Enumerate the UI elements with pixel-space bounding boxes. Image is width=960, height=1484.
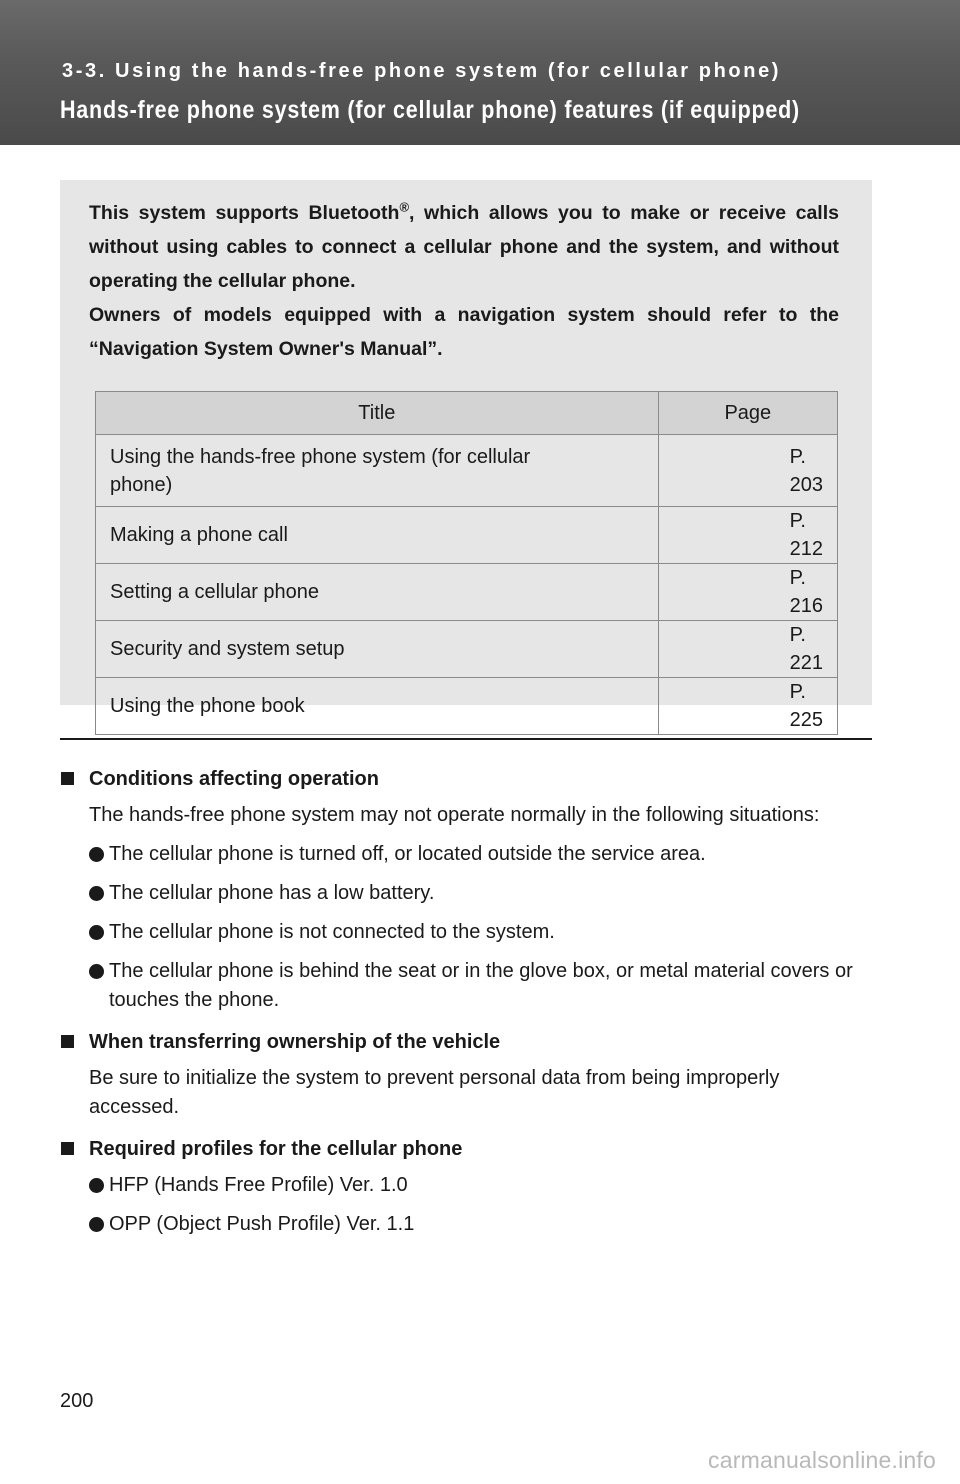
row-title: Using the hands-free phone system (for cellular phone) xyxy=(96,435,659,507)
page-title: Hands-free phone system (for cellular phone) features (if equipped) xyxy=(60,96,800,124)
circle-bullet-icon xyxy=(89,1217,104,1232)
row-title: Making a phone call xyxy=(96,507,659,564)
list-item: The cellular phone is behind the seat or in the glove box, or metal material covers or touches the phone. xyxy=(60,957,872,1015)
circle-bullet-icon xyxy=(89,925,104,940)
notes-section xyxy=(60,762,872,1249)
table-row xyxy=(96,507,838,564)
table-row xyxy=(96,435,838,507)
intro-paragraph-2: Owners of models equipped with a navigation system should refer to the “Navigation System Owner's Manual”. xyxy=(89,304,839,360)
section-label: 3-3. Using the hands-free phone system (for cellular phone) xyxy=(62,60,782,82)
watermark: carmanualsonline.info xyxy=(708,1447,936,1473)
registered-mark: ® xyxy=(399,199,410,215)
subheading-ownership: When transferring ownership of the vehicle xyxy=(60,1025,872,1059)
list-item: HFP (Hands Free Profile) Ver. 1.0 xyxy=(60,1171,872,1200)
table-header-title: Title xyxy=(96,392,659,435)
circle-bullet-icon xyxy=(89,886,104,901)
page-number: 200 xyxy=(60,1390,94,1412)
row-page[interactable]: P. 221 xyxy=(658,621,837,678)
table-row xyxy=(96,621,838,678)
circle-bullet-icon xyxy=(89,964,104,979)
list-item: The cellular phone is not connected to the system. xyxy=(60,918,872,947)
subheading-conditions: Conditions affecting operation xyxy=(60,762,872,796)
row-page[interactable]: P. 216 xyxy=(658,564,837,621)
contents-table xyxy=(95,391,838,735)
intro-paragraph-1 xyxy=(89,196,839,298)
intro-line1-post: , which allows you to make or receive calls without using cables to connect a cellular phone and the system, and without operating the cellular phone. xyxy=(89,202,839,292)
table-row xyxy=(96,678,838,735)
table-row xyxy=(96,564,838,621)
subheading-profiles: Required profiles for the cellular phone xyxy=(60,1132,872,1166)
circle-bullet-icon xyxy=(89,1178,104,1193)
intro-box xyxy=(60,180,872,731)
page-header xyxy=(0,0,960,145)
list-item: The cellular phone has a low battery. xyxy=(60,879,872,908)
intro-text xyxy=(89,196,839,366)
circle-bullet-icon xyxy=(89,847,104,862)
square-bullet-icon xyxy=(61,1035,74,1048)
row-page[interactable]: P. 225 xyxy=(658,678,837,735)
paragraph-ownership: Be sure to initialize the system to prevent personal data from being improperly accessed. xyxy=(89,1067,780,1118)
row-title: Security and system setup xyxy=(96,621,659,678)
section-divider xyxy=(60,738,872,740)
square-bullet-icon xyxy=(61,772,74,785)
table-header-page: Page xyxy=(658,392,837,435)
row-page[interactable]: P. 212 xyxy=(658,507,837,564)
row-page[interactable]: P. 203 xyxy=(658,435,837,507)
table-header-row xyxy=(96,392,838,435)
row-title: Setting a cellular phone xyxy=(96,564,659,621)
list-item: The cellular phone is turned off, or located outside the service area. xyxy=(60,840,872,869)
row-title: Using the phone book xyxy=(96,678,659,735)
paragraph-conditions: The hands-free phone system may not operate normally in the following situations: xyxy=(89,804,820,826)
list-item: OPP (Object Push Profile) Ver. 1.1 xyxy=(60,1210,872,1239)
square-bullet-icon xyxy=(61,1142,74,1155)
intro-line1-pre: This system supports Bluetooth xyxy=(89,202,400,224)
